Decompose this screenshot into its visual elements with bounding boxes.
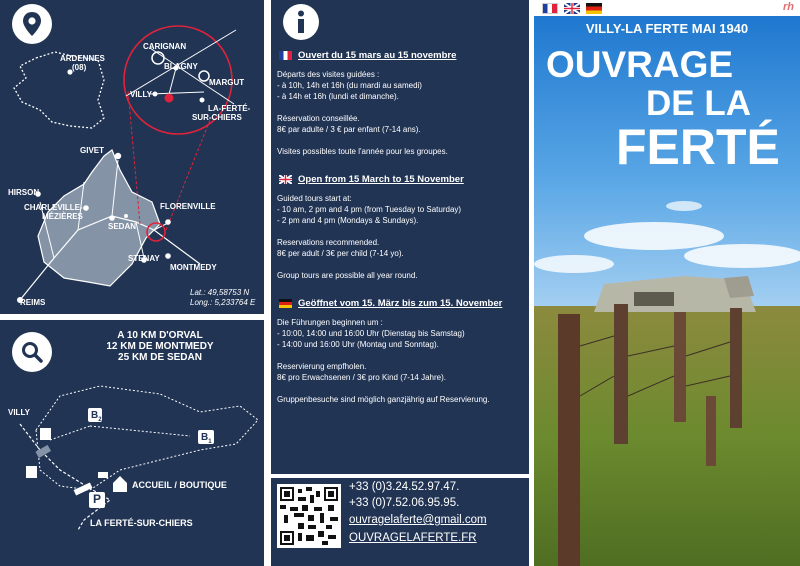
label-charleville-1: CHARLEVILLE- <box>24 203 83 212</box>
label-carignan: CARIGNAN <box>143 42 187 51</box>
info-fr-line: 8€ par adulte / 3 € par enfant (7-14 ans). <box>277 125 421 134</box>
cover-subtitle: VILLY-LA FERTE MAI 1940 <box>585 21 749 36</box>
distance-sedan: 25 KM DE SEDAN <box>118 352 202 363</box>
info-fr-line: Visites possibles toute l'année pour les groupes. <box>277 147 448 156</box>
info-fr-line: Départs des visites guidées : <box>277 70 380 79</box>
plan-label-accueil: ACCUEIL / BOUTIQUE <box>132 480 227 490</box>
info-de-line: Reservierung empfholen. <box>277 362 367 371</box>
site-plan <box>0 320 264 566</box>
website-link[interactable]: OUVRAGELAFERTE.FR <box>349 532 477 544</box>
longitude: Long.: 5,233764 E <box>190 298 256 307</box>
plan-label-villy: VILLY <box>8 408 30 417</box>
info-en <box>277 174 523 281</box>
label-margut: MARGUT <box>209 78 245 87</box>
info-fr-line: - à 14h et 16h (lundi et dimanche). <box>277 92 399 101</box>
flag-fr-icon <box>279 51 292 60</box>
label-charleville-2: MÉZIÈRES <box>42 212 83 221</box>
cover-title-ouvrage: OUVRAGE <box>546 44 734 85</box>
cover-title-de-la: DE LA <box>646 84 751 123</box>
plan-label-b2: $B_2$ <box>91 410 102 423</box>
cover-title-ferte: FERTÉ <box>616 119 780 175</box>
flag-de-icon <box>279 299 292 308</box>
flag-de-icon[interactable] <box>586 3 602 14</box>
info-de-line: 8€ pro Erwachsenen / 3€ pro Kind (7-14 Jahre). <box>277 373 446 382</box>
label-sedan: SEDAN <box>108 222 137 231</box>
plan-label-parking: P <box>93 492 102 506</box>
info-fr-line: Réservation conseillée. <box>277 114 360 123</box>
label-montmedy: MONTMEDY <box>170 263 217 272</box>
label-laferte-2: SUR-CHIERS <box>192 113 242 122</box>
info-en-line: Group tours are possible all year round. <box>277 271 418 280</box>
info-de <box>277 298 523 405</box>
contact-panel <box>271 478 529 566</box>
info-en-line: Guided tours start at: <box>277 194 352 203</box>
info-en-line: Reservations recommended. <box>277 238 380 247</box>
label-ardennes: ARDENNES <box>60 54 105 63</box>
distance-orval: A 10 KM D'ORVAL <box>117 330 203 341</box>
map-drawing <box>0 0 264 314</box>
label-blagny: BLAGNY <box>164 62 198 71</box>
rh-logo: rh <box>783 1 794 13</box>
phone-2[interactable]: +33 (0)7.52.06.95.95. <box>349 497 460 509</box>
info-icon <box>283 4 319 40</box>
info-de-line: - 14:00 und 16:00 Uhr (Montag und Sonntag). <box>277 340 439 349</box>
language-flags <box>542 3 602 14</box>
plan-label-laferte: LA FERTÉ-SUR-CHIERS <box>90 518 193 528</box>
info-de-heading: Geöffnet vom 15. März bis zum 15. November <box>279 298 523 309</box>
label-dept: (08) <box>72 63 87 72</box>
distance-montmedy: 12 KM DE MONTMEDY <box>106 341 214 352</box>
info-fr <box>277 50 523 157</box>
info-de-line: - 10:00, 14:00 und 16:00 Uhr (Dienstag bis Samstag) <box>277 329 465 338</box>
latitude: Lat.: 49,58753 N <box>190 288 250 297</box>
qr-code-icon[interactable] <box>277 484 341 548</box>
info-de-line: Gruppenbesuche sind möglich ganzjährig auf Reservierung. <box>277 395 490 404</box>
info-en-line: - 10 am, 2 pm and 4 pm (from Tuesday to Saturday) <box>277 205 462 214</box>
info-en-line: 8€ per adult / 3€ per child (7-14 yo). <box>277 249 404 258</box>
label-hirson: HIRSON <box>8 188 40 197</box>
label-givet: GIVET <box>80 146 105 155</box>
info-fr-line: - à 10h, 14h et 16h (du mardi au samedi) <box>277 81 422 90</box>
info-en-line: - 2 pm and 4 pm (Mondays & Sundays). <box>277 216 419 225</box>
flag-fr-icon[interactable] <box>542 3 558 14</box>
cover-panel <box>534 0 800 566</box>
label-villy: VILLY <box>130 90 152 99</box>
info-en-heading: Open from 15 March to 15 November <box>279 174 523 185</box>
coordinates <box>190 288 255 308</box>
map-panel <box>0 0 264 314</box>
flag-uk-icon <box>279 175 292 184</box>
info-fr-heading: Ouvert du 15 mars au 15 novembre <box>279 50 523 61</box>
label-laferte-1: LA-FERTÉ- <box>208 104 251 113</box>
plan-label-b1: $B_1$ <box>201 432 212 445</box>
flag-uk-icon[interactable] <box>564 3 580 14</box>
label-florenville: FLORENVILLE <box>160 202 216 211</box>
label-reims: REIMS <box>20 298 46 307</box>
info-panel <box>271 0 529 474</box>
access-panel <box>0 320 264 566</box>
info-de-line: Die Führungen beginnen um : <box>277 318 383 327</box>
phone-1[interactable]: +33 (0)3.24.52.97.47. <box>349 481 460 493</box>
email-link[interactable]: ouvragelaferte@gmail.com <box>349 514 487 526</box>
label-stenay: STENAY <box>128 254 160 263</box>
